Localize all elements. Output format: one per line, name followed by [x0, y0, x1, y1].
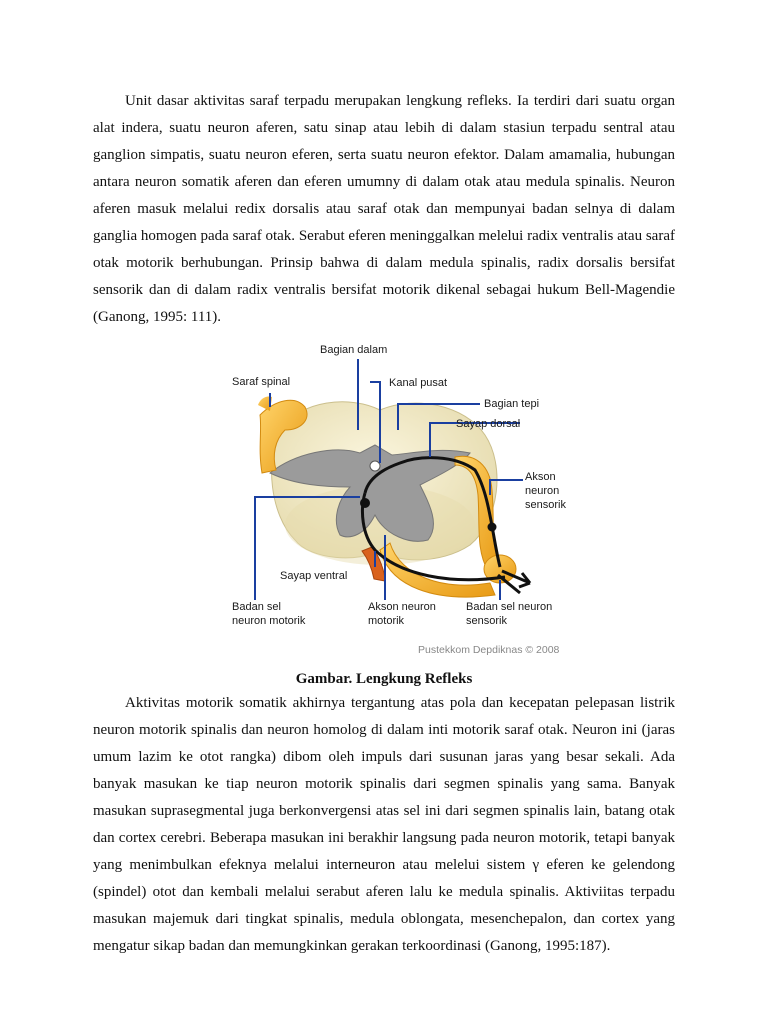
label-akson-1: Akson	[525, 471, 556, 483]
label-badan-sel-motorik-2: neuron motorik	[232, 615, 306, 627]
label-akson-motorik-2: motorik	[368, 615, 405, 627]
sensory-neuron-body	[488, 523, 497, 532]
reflex-arc-figure	[200, 335, 590, 660]
label-sayap-dorsal: Sayap dorsal	[456, 418, 521, 430]
reflex-arc-diagram	[200, 335, 590, 660]
label-bagian-tepi: Bagian tepi	[484, 398, 540, 410]
label-akson-3: sensorik	[525, 499, 566, 511]
label-sayap-ventral: Sayap ventral	[280, 570, 348, 582]
motor-neuron-body	[360, 498, 370, 508]
figure-caption: Gambar. Lengkung Refleks	[295, 671, 473, 687]
label-badan-sel-sensorik-1: Badan sel neuron	[466, 601, 553, 613]
central-canal	[370, 461, 380, 471]
label-badan-sel-sensorik-2: sensorik	[466, 615, 507, 627]
label-kanal-pusat: Kanal pusat	[389, 377, 448, 389]
label-bagian-dalam: Bagian dalam	[320, 344, 388, 356]
paragraph-2: Aktivitas motorik somatik akhirnya tergantung atas pola dan kecepatan pelepasan listrik neuron motorik spinalis dan neuron homolog di dalam inti motorik saraf otak. Neuron ini (jaras umum lazim ke otot rangka) dibom oleh impuls dari susunan jaras yang besar sekali. Ada banyak masukan ke tiap neuron motorik spinalis dari segmen spinalis yang sama. Banyak masukan suprasegmental juga berkonvergensi atas sel ini dari segmen spinalis lain, batang otak dan cortex cerebri. Beberapa masukan ini berakhir langsung pada neuron motorik, tetapi banyak yang menimbulkan efeknya melalui interneuron atau melelui sistem γ eferen ke gelendong (spindel) otot dan kembali melalui serabut aferen lalu ke medula spinalis. Aktiviitas terpadu masukan majemuk dari tingkat spinalis, medula oblongata, mesenchepalon, dan cortex yang mengatur sikap badan dan memungkinkan gerakan terkoordinasi (Ganong, 1995:187).	[93, 695, 675, 954]
figure-credit: Pustekkom Depdiknas © 2008	[418, 644, 560, 656]
label-badan-sel-motorik-1: Badan sel	[232, 601, 281, 613]
label-akson-2: neuron	[525, 485, 560, 497]
label-saraf-spinal: Saraf spinal	[232, 376, 291, 388]
paragraph-1: Unit dasar aktivitas saraf terpadu merupakan lengkung refleks. Ia terdiri dari suatu organ alat indera, suatu neuron aferen, satu sinap atau lebih di dalam stasiun terpadu sentral atau ganglion simpatis, suatu neuron eferen, serta suatu neuron efektor. Dalam amamalia, hubungan antara neuron somatik aferen dan eferen umumny di dalam otak atau medula spinalis. Neuron aferen masuk melalui redix dorsalis atau saraf otak dan mempunyai badan selnya di dalam ganglia homogen pada saraf otak. Serabut eferen meninggalkan melelui radix ventralis atau saraf otak motorik berhubungan. Prinsip bahwa di dalam medula spinalis, radix dorsalis bersifat sensorik dan di dalam radix ventralis bersifat motorik dikenal sebagai hukum Bell-Magendie (Ganong, 1995: 111).	[93, 93, 675, 325]
label-akson-motorik-1: Akson neuron	[368, 601, 436, 613]
